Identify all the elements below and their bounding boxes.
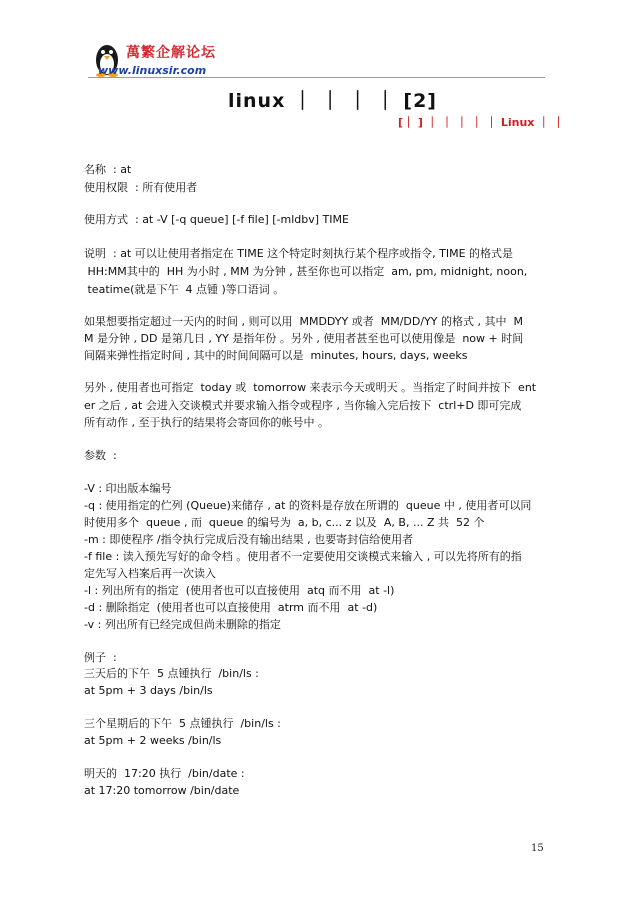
text-line: HH:MM其中的 HH 为小时 , MM 为分钟 , 甚至你也可以指定 am, pm, midnight, noon, [84, 265, 528, 278]
section-heading: 例子 : [84, 651, 117, 664]
page-subtitle: [｜ ] ｜ ｜ ｜ ｜ ｜ Linux ｜ ｜ [398, 116, 565, 129]
logo-title: 萬繁企解论坛 [126, 45, 216, 61]
option-item: -f file : 读入预先写好的命令档 。使用者不一定要使用交谈模式来输入 , 可以先将所有的指 [84, 550, 522, 563]
example-description: 明天的 17:20 执行 /bin/date : [84, 767, 245, 780]
option-item: -v : 列出所有已经完成但尚未删除的指定 [84, 618, 281, 631]
text-line: 如果想要指定超过一天内的时间 , 则可以用 MMDDYY 或者 MM/DD/YY 的格式 , 其中 M [84, 315, 523, 328]
option-item: 定先写入档案后再一次读入 [84, 567, 216, 580]
page-title: linux ｜ ｜ ｜ ｜ [2] [228, 90, 437, 112]
text-line: 使用权限 : 所有使用者 [84, 181, 198, 194]
text-line: er 之后 , at 会进入交谈模式并要求输入指令或程序 , 当你输入完后按下 ctrl+D 即可完成 [84, 399, 522, 412]
option-item: 时使用多个 queue , 而 queue 的编号为 a, b, c... z 以及 A, B, ... Z 共 52 个 [84, 516, 485, 529]
text-line: teatime(就是下午 4 点锺 )等口语词 。 [84, 283, 285, 296]
text-line: 另外 , 使用者也可指定 today 或 tomorrow 来表示今天或明天 。当指定了时间并按下 ent [84, 381, 537, 394]
option-item: -V : 印出版本编号 [84, 482, 172, 495]
option-item: -q : 使用指定的伫列 (Queue)来储存 , at 的资料是存放在所谓的 queue 中 , 使用者可以同 [84, 499, 532, 512]
example-description: 三个星期后的下午 5 点锺执行 /bin/ls : [84, 717, 281, 730]
text-line: 名称 : at [84, 163, 132, 176]
logo-url: www.linuxsir.com [98, 64, 207, 77]
section-heading: 参数 : [84, 449, 117, 462]
text-line: 所有动作 , 至于执行的结果将会寄回你的帐号中 。 [84, 416, 329, 429]
text-line: 间隔来弹性指定时间 , 其中的时间间隔可以是 minutes, hours, days, weeks [84, 349, 468, 362]
example-command: at 5pm + 2 weeks /bin/ls [84, 734, 222, 747]
text-line: 说明 : at 可以让使用者指定在 TIME 这个特定时刻执行某个程序或指令, TIME 的格式是 [84, 247, 514, 260]
example-command: at 5pm + 3 days /bin/ls [84, 684, 213, 697]
site-logo [92, 40, 216, 78]
option-item: -d : 删除指定 (使用者也可以直接使用 atrm 而不用 at -d) [84, 601, 378, 614]
option-item: -l : 列出所有的指定 (使用者也可以直接使用 atq 而不用 at -l) [84, 584, 395, 597]
option-item: -m : 即使程序 /指令执行完成后没有输出结果 , 也要寄封信给使用者 [84, 533, 414, 546]
text-line: 使用方式 : at -V [-q queue] [-f file] [-mldbv] TIME [84, 213, 349, 226]
example-command: at 17:20 tomorrow /bin/date [84, 784, 240, 797]
example-description: 三天后的下午 5 点锺执行 /bin/ls : [84, 667, 259, 680]
text-line: M 是分钟 , DD 是第几日 , YY 是指年份 。另外 , 使用者甚至也可以使用像是 now + 时间 [84, 332, 524, 345]
header-divider [88, 77, 545, 78]
page-number: 15 [531, 843, 544, 854]
